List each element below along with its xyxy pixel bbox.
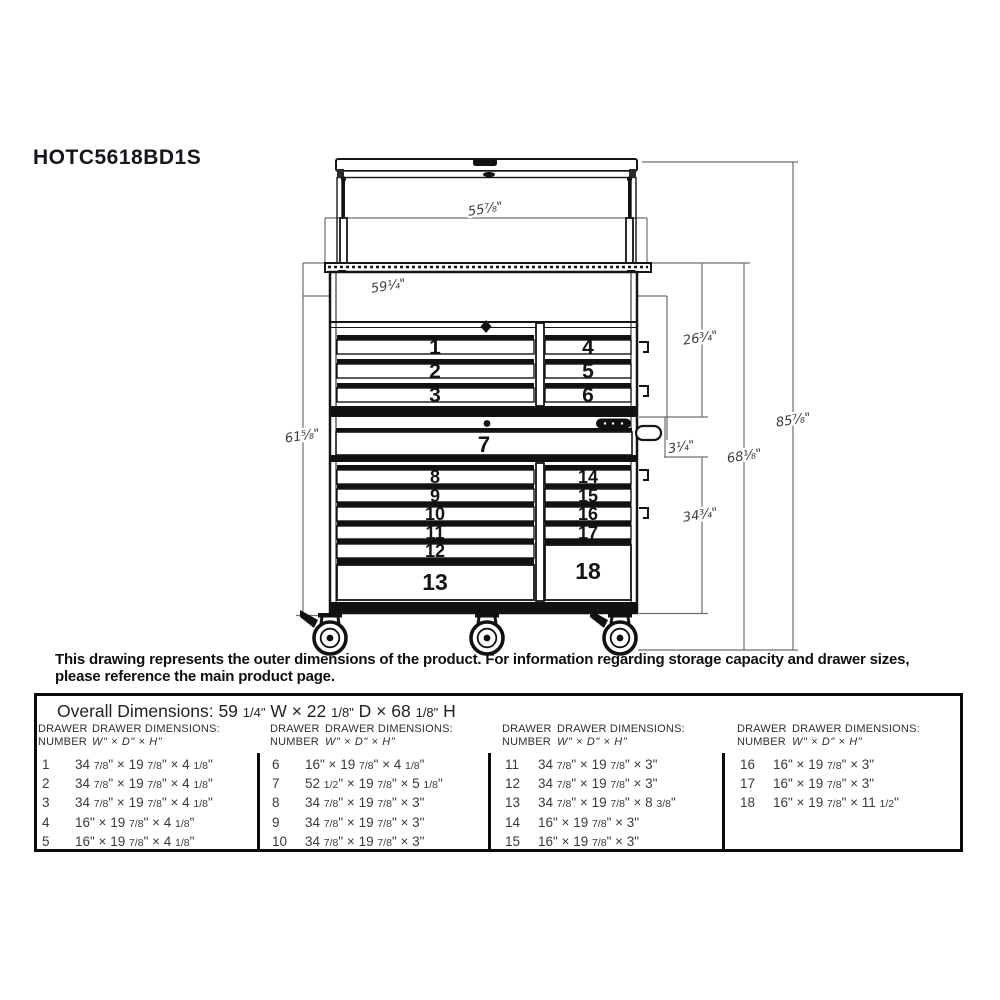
col-header-number: DRAWER NUMBER: [38, 723, 88, 748]
drawer-number-cell: 17: [740, 776, 756, 792]
drawer-number-cell: 8: [272, 795, 280, 811]
col-header-dims: DRAWER DIMENSIONS: W" × D" × H": [557, 723, 685, 748]
drawer-dimensions-cell: 34 7/8" × 19 7/8" × 3": [538, 757, 658, 772]
table-row: [740, 793, 962, 812]
svg-text:13: 13: [422, 569, 448, 595]
dim-cabinet-height: 34¾": [681, 505, 719, 526]
table-row: [42, 774, 264, 793]
spec-table: [34, 693, 963, 852]
disclaimer-line: please reference the main product page.: [55, 667, 335, 685]
table-row: [505, 774, 727, 793]
dim-riser-height: 3¼": [667, 438, 696, 458]
svg-text:15: 15: [577, 486, 599, 506]
table-column-rows: [42, 755, 264, 851]
side-handle-icon: [636, 426, 661, 440]
drawer-number-cell: 18: [740, 795, 756, 811]
dim-lid-width: 55⅞": [466, 199, 504, 220]
drawer-dimensions-cell: 16" × 19 7/8" × 3": [538, 814, 640, 830]
svg-text:3: 3: [429, 384, 441, 407]
svg-text:8: 8: [429, 467, 441, 487]
hutch-side-walls: [337, 177, 636, 263]
col-header-dims: DRAWER DIMENSIONS: W" × D" × H": [792, 723, 920, 748]
drawer-dimensions-cell: 16" × 19 7/8" × 4 1/8": [75, 814, 195, 830]
drawer-number-cell: 9: [272, 814, 280, 830]
drawer-dimensions-cell: 16" × 19 7/8" × 4 1/8": [305, 757, 425, 772]
drawer-number-cell: 5: [42, 833, 50, 849]
table-column-rows: [740, 755, 962, 813]
drawer-number-cell: 13: [505, 795, 521, 811]
drawer-dimensions-cell: 34 7/8" × 19 7/8" × 3": [305, 814, 425, 830]
table-row: [505, 755, 727, 774]
drawer-number-cell: 14: [505, 814, 521, 830]
overall-dimensions: Overall Dimensions: 59 1/4" W × 22 1/8" D × 68 1/8" H: [57, 701, 456, 721]
drawer-dimensions-cell: 52 1/2" × 19 7/8" × 5 1/8": [305, 776, 443, 792]
table-row: [505, 793, 727, 812]
gas-strut-icon: [340, 176, 633, 274]
dim-overall-height: 85⅞": [774, 410, 812, 431]
dim-body-width: 59¼": [369, 276, 407, 297]
table-row: [740, 774, 962, 793]
dim-body-height: 61⅝": [283, 426, 321, 447]
col-header-dims: DRAWER DIMENSIONS: W" × D" × H": [325, 723, 453, 748]
drawer-dimensions-cell: 16" × 19 7/8" × 3": [773, 757, 875, 772]
page-title: HOTC5618BD1S: [33, 146, 202, 169]
table-row: [505, 813, 727, 832]
drawer-number-cell: 16: [740, 757, 756, 772]
svg-text:7: 7: [477, 432, 491, 457]
table-row: [272, 832, 494, 851]
drawer-number-cell: 10: [272, 833, 288, 849]
drawer-number-cell: 4: [42, 814, 50, 830]
svg-text:10: 10: [424, 504, 446, 524]
col-header-number: DRAWER NUMBER: [270, 723, 320, 748]
drawer-number-cell: 7: [272, 776, 280, 792]
drawer-dimensions-cell: 34 7/8" × 19 7/8" × 4 1/8": [75, 757, 213, 772]
drawer-number-cell: 11: [505, 757, 520, 772]
svg-text:17: 17: [577, 523, 599, 543]
svg-text:11: 11: [425, 523, 445, 543]
hutch-lid: [336, 159, 637, 179]
drawer-dimensions-cell: 34 7/8" × 19 7/8" × 8 3/8": [538, 795, 676, 811]
drawer-dimensions-cell: 34 7/8" × 19 7/8" × 3": [305, 833, 425, 849]
drawer-dimensions-cell: 34 7/8" × 19 7/8" × 4 1/8": [75, 776, 213, 792]
disclaimer-note: [55, 652, 955, 685]
svg-text:12: 12: [424, 541, 446, 561]
drawer-number-cell: 3: [42, 795, 50, 811]
drawer-dimensions-cell: 16" × 19 7/8" × 3": [538, 833, 640, 849]
svg-text:14: 14: [577, 467, 599, 487]
lid-handle-icon: [473, 159, 497, 167]
table-row: [42, 793, 264, 812]
drawer-number-cell: 6: [272, 757, 280, 772]
drawer-number-cell: 1: [42, 757, 50, 772]
table-row: [42, 755, 264, 774]
table-row: [272, 793, 494, 812]
dim-top-chest-height: 26¾": [681, 328, 719, 349]
casters: [300, 610, 636, 654]
drawer-dimensions-cell: 34 7/8" × 19 7/8" × 4 1/8": [75, 795, 213, 811]
table-column-rows: [272, 755, 494, 851]
table-row: [42, 832, 264, 851]
table-row: [505, 832, 727, 851]
lock-icon: [484, 420, 491, 427]
dim-height-no-hutch: 68⅛": [725, 446, 763, 467]
svg-text:4: 4: [582, 336, 594, 359]
svg-text:1: 1: [429, 336, 441, 359]
drawer-dimensions-cell: 34 7/8" × 19 7/8" × 3": [305, 795, 425, 811]
drawer-dimensions-cell: 16" × 19 7/8" × 4 1/8": [75, 833, 195, 849]
col-header-dims: DRAWER DIMENSIONS: W" × D" × H": [92, 723, 220, 748]
table-row: [42, 813, 264, 832]
svg-text:2: 2: [429, 360, 441, 383]
svg-text:18: 18: [575, 558, 601, 584]
drawer-dimensions-cell: 16" × 19 7/8" × 3": [773, 776, 875, 792]
svg-text:9: 9: [429, 486, 441, 506]
caster-wheel-icon: [590, 610, 636, 654]
caster-wheel-icon: [300, 610, 346, 654]
table-row: [272, 774, 494, 793]
table-row: [740, 755, 962, 774]
drawer-dimensions-cell: 34 7/8" × 19 7/8" × 3": [538, 776, 658, 792]
svg-text:6: 6: [582, 384, 594, 407]
caster-wheel-icon: [471, 613, 503, 654]
svg-text:5: 5: [582, 360, 594, 383]
drawer-number-cell: 2: [42, 776, 50, 792]
table-column-rows: [505, 755, 727, 851]
table-row: [272, 813, 494, 832]
col-header-number: DRAWER NUMBER: [502, 723, 552, 748]
table-row: [272, 755, 494, 774]
drawer-number-cell: 15: [505, 833, 521, 849]
tool-chest-drawing: [0, 140, 1000, 660]
drawer-number-cell: 12: [505, 776, 521, 792]
lid-latch-icon: [483, 172, 495, 177]
svg-text:16: 16: [577, 504, 599, 524]
drawer-dimensions-cell: 16" × 19 7/8" × 11 1/2": [773, 795, 899, 811]
disclaimer-line: This drawing represents the outer dimensions of the product. For information regarding storage capacity and drawer sizes,: [55, 651, 910, 668]
col-header-number: DRAWER NUMBER: [737, 723, 787, 748]
